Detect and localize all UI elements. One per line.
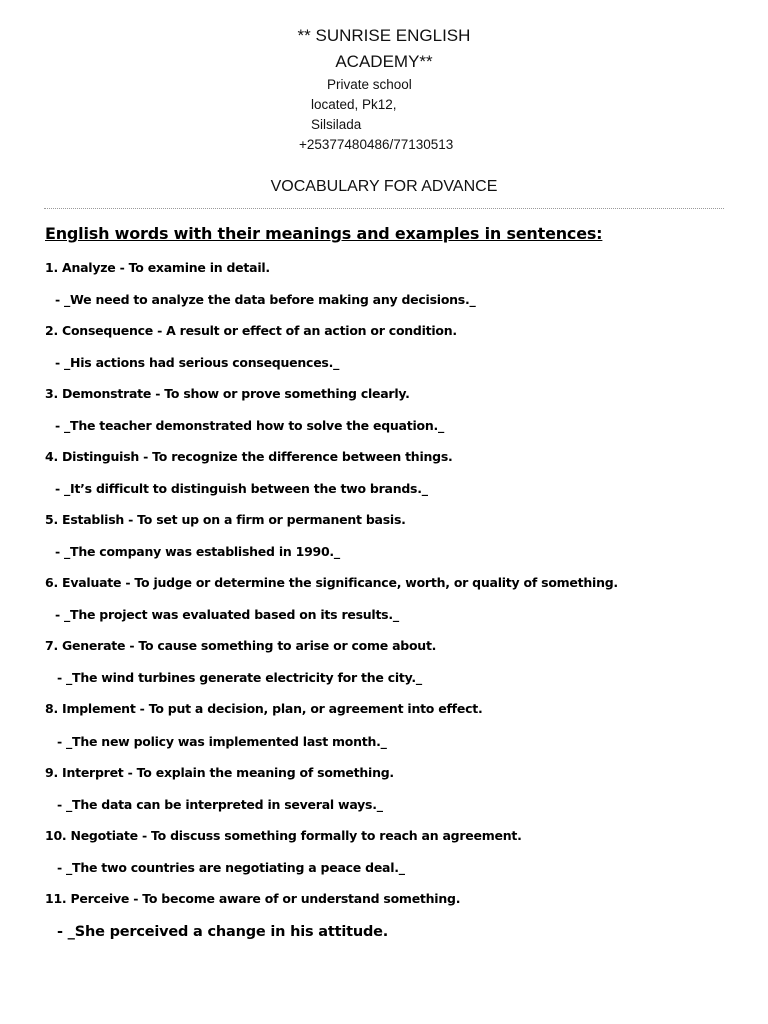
school-name-line1: ** SUNRISE ENGLISH xyxy=(297,26,471,45)
entry-example: - _The teacher demonstrated how to solve the equation._ xyxy=(55,418,444,433)
entry-definition: 11. Perceive - To become aware of or understand something. xyxy=(45,891,461,906)
school-phone: +25377480486/77130513 xyxy=(299,137,454,152)
entry-definition: 4. Distinguish - To recognize the difference between things. xyxy=(45,449,453,464)
school-type: Private school xyxy=(327,77,412,92)
entry-definition: 1. Analyze - To examine in detail. xyxy=(45,260,270,275)
entry-example: - _We need to analyze the data before making any decisions._ xyxy=(55,292,476,307)
vocabulary-title: VOCABULARY FOR ADVANCE xyxy=(270,178,498,195)
entry-definition: 8. Implement - To put a decision, plan, or agreement into effect. xyxy=(45,701,483,716)
school-location: located, Pk12, xyxy=(311,97,397,112)
dotted-divider xyxy=(44,208,724,209)
entry-example: - _The two countries are negotiating a peace deal._ xyxy=(57,860,405,875)
school-name-line2: ACADEMY** xyxy=(335,52,433,71)
entry-example: - _The data can be interpreted in several ways._ xyxy=(57,797,383,812)
entry-definition: 9. Interpret - To explain the meaning of something. xyxy=(45,765,394,780)
entry-definition: 5. Establish - To set up on a firm or permanent basis. xyxy=(45,512,406,527)
entry-example: - _The company was established in 1990._ xyxy=(55,544,340,559)
entry-definition: 6. Evaluate - To judge or determine the significance, worth, or quality of something. xyxy=(45,575,618,590)
entry-definition: 10. Negotiate - To discuss something formally to reach an agreement. xyxy=(45,828,522,843)
section-heading: English words with their meanings and examples in sentences: xyxy=(45,224,603,243)
entry-example: - _It’s difficult to distinguish between the two brands._ xyxy=(55,481,428,496)
school-town: Silsilada xyxy=(311,117,362,132)
entry-example: - _His actions had serious consequences._ xyxy=(55,355,340,370)
entry-example: - _She perceived a change in his attitude. xyxy=(57,924,389,940)
entry-example: - _The project was evaluated based on its results._ xyxy=(55,607,399,622)
entry-definition: 3. Demonstrate - To show or prove something clearly. xyxy=(45,386,410,401)
entry-definition: 7. Generate - To cause something to arise or come about. xyxy=(45,638,437,653)
entry-example: - _The new policy was implemented last month._ xyxy=(57,734,387,749)
entry-example: - _The wind turbines generate electricity for the city._ xyxy=(57,670,422,685)
entry-definition: 2. Consequence - A result or effect of an action or condition. xyxy=(45,323,457,338)
